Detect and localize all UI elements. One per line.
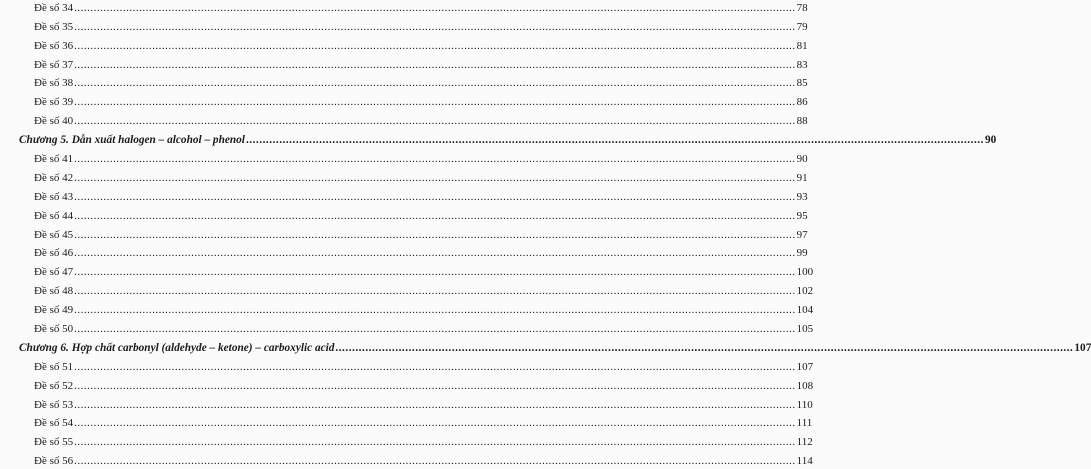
toc-entry-de-so-53[interactable] [0,394,813,413]
toc-entry-label: Đề số 45 [34,228,74,241]
dot-leader [74,362,796,373]
toc-entry-page: 90 [796,153,808,166]
toc-entry-de-so-42[interactable] [0,167,808,186]
dot-leader [74,437,796,448]
toc-entry-label: Đề số 43 [34,190,74,203]
toc-entry-label: Đề số 37 [34,58,74,71]
dot-leader [74,97,796,108]
toc-entry-label: Đề số 36 [34,39,74,52]
toc-entry-de-so-44[interactable] [0,205,808,224]
toc-entry-de-so-40[interactable] [0,110,808,129]
toc-entry-page: 91 [796,171,808,184]
toc-entry-page: 100 [796,266,814,279]
toc-entry-label: Đề số 41 [34,153,74,166]
dot-leader [74,78,796,89]
toc-entry-page: 93 [796,190,808,203]
toc-entry-de-so-55[interactable] [0,431,813,450]
toc-entry-page: 111 [796,417,813,430]
toc-entry-de-so-43[interactable] [0,186,808,205]
chapter-title: Chương 5. Dẫn xuất halogen – alcohol – phenol [19,134,245,147]
toc-entry-de-so-36[interactable] [0,35,808,54]
dot-leader [74,60,796,71]
toc-entry-page: 110 [796,398,813,411]
dot-leader [74,192,796,203]
dot-leader [246,135,984,146]
toc-entry-de-so-50[interactable] [0,318,814,337]
chapter-title: Chương 6. Hợp chất carbonyl (aldehyde – ketone) – carboxylic acid [19,341,335,354]
toc-entry-label: Đề số 54 [34,417,74,430]
toc-entry-page: 108 [796,379,814,392]
toc-entry-label: Đề số 49 [34,304,74,317]
dot-leader [74,267,796,278]
dot-leader [74,324,796,335]
toc-entry-de-so-49[interactable] [0,299,814,318]
chapter-page: 90 [984,134,997,147]
toc-entry-label: Đề số 42 [34,171,74,184]
toc-entry-page: 107 [796,360,814,373]
toc-entry-de-so-35[interactable] [0,16,808,35]
toc-entry-label: Đề số 53 [34,398,74,411]
dot-leader [74,286,796,297]
toc-entry-page: 78 [796,1,808,14]
toc-entry-page: 97 [796,228,808,241]
toc-entry-label: Đề số 47 [34,266,74,279]
dot-leader [335,343,1073,354]
chapter-page: 107 [1074,341,1091,354]
dot-leader [74,305,796,316]
toc-entry-de-so-38[interactable] [0,73,808,92]
dot-leader [74,154,796,165]
toc-entry-de-so-54[interactable] [0,413,813,432]
toc-entry-de-so-51[interactable] [0,356,814,375]
dot-leader [74,381,796,392]
toc-entry-de-so-56[interactable] [0,450,813,469]
dot-leader [74,211,796,222]
dot-leader [74,230,796,241]
toc-entry-de-so-41[interactable] [0,148,808,167]
toc-entry-page: 102 [796,285,814,298]
toc-entry-label: Đề số 34 [34,1,74,14]
toc-entry-de-so-39[interactable] [0,91,808,110]
toc-entry-page: 88 [796,115,808,128]
toc-entry-de-so-37[interactable] [0,54,808,73]
dot-leader [74,3,796,14]
toc-entry-page: 114 [796,455,813,468]
toc-entry-page: 95 [796,209,808,222]
toc-entry-label: Đề số 52 [34,379,74,392]
toc-entry-de-so-34[interactable] [0,0,808,16]
dot-leader [74,456,796,467]
toc-chapter-5[interactable] [0,129,997,148]
toc-entry-label: Đề số 44 [34,209,74,222]
toc-entry-page: 112 [796,436,813,449]
toc-entry-label: Đề số 40 [34,115,74,128]
dot-leader [74,418,796,429]
toc-entry-de-so-47[interactable] [0,261,814,280]
toc-entry-label: Đề số 38 [34,77,74,90]
toc-entry-de-so-48[interactable] [0,280,814,299]
toc-entry-de-so-52[interactable] [0,375,814,394]
toc-entry-page: 81 [796,39,808,52]
toc-entry-label: Đề số 50 [34,323,74,336]
toc-entry-label: Đề số 39 [34,96,74,109]
toc-entry-label: Đề số 55 [34,436,74,449]
toc-entry-label: Đề số 56 [34,455,74,468]
dot-leader [74,22,796,33]
toc-entry-label: Đề số 46 [34,247,74,260]
dot-leader [74,248,796,259]
toc-entry-page: 79 [796,20,808,33]
toc-entry-de-so-45[interactable] [0,224,808,243]
toc-entry-page: 83 [796,58,808,71]
toc-entry-page: 99 [796,247,808,260]
toc-chapter-6[interactable] [0,337,1091,356]
toc-entry-label: Đề số 51 [34,360,74,373]
toc-entry-page: 86 [796,96,808,109]
dot-leader [74,173,796,184]
toc-entry-de-so-46[interactable] [0,243,808,262]
toc-entry-page: 104 [796,304,814,317]
toc-entry-label: Đề số 48 [34,285,74,298]
toc-entry-page: 105 [796,323,814,336]
toc-entry-page: 85 [796,77,808,90]
dot-leader [74,41,796,52]
dot-leader [74,116,796,127]
toc-entry-label: Đề số 35 [34,20,74,33]
dot-leader [74,400,796,411]
